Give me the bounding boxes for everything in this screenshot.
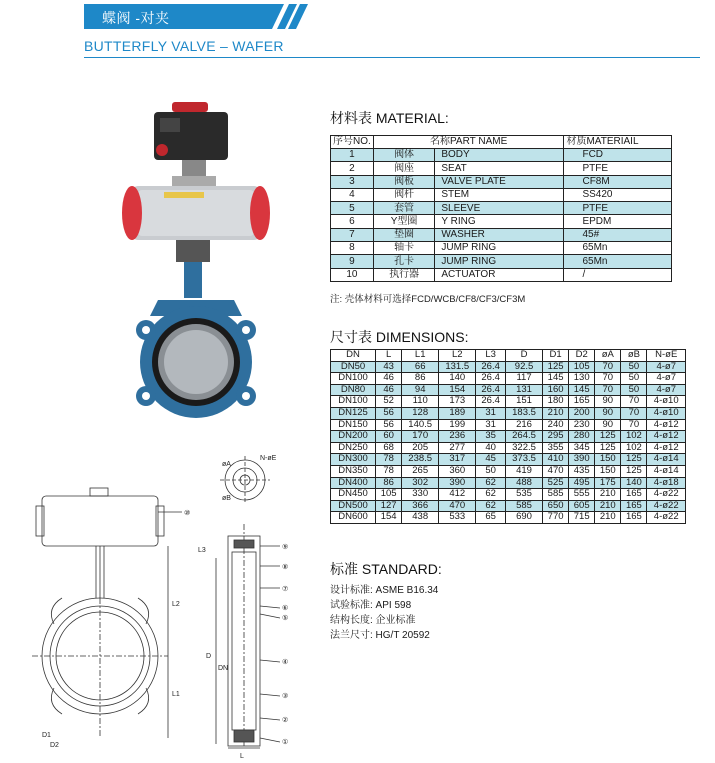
table-cell: 4-ø18 xyxy=(647,477,686,489)
table-cell: Y型圈 xyxy=(373,215,435,228)
table-cell: 9 xyxy=(331,255,374,268)
table-cell: 355 xyxy=(543,442,569,454)
table-cell: VALVE PLATE xyxy=(435,175,564,188)
header-cell: L2 xyxy=(439,350,476,362)
table-cell: 阀杆 xyxy=(373,188,435,201)
table-cell: 70 xyxy=(595,373,621,385)
table-cell: DN100 xyxy=(331,373,376,385)
table-cell: 322.5 xyxy=(506,442,543,454)
table-cell: 50 xyxy=(621,384,647,396)
table-cell: 165 xyxy=(621,512,647,524)
table-cell: 70 xyxy=(595,361,621,373)
table-cell: 45 xyxy=(476,454,506,466)
table-cell: 78 xyxy=(376,465,402,477)
table-cell: 56 xyxy=(376,407,402,419)
table-cell: 50 xyxy=(621,373,647,385)
table-cell: 阀体 xyxy=(373,149,435,162)
table-cell: SLEEVE xyxy=(435,202,564,215)
table-cell: 62 xyxy=(476,477,506,489)
table-cell: 189 xyxy=(439,407,476,419)
table-row xyxy=(331,373,686,385)
table-cell: 165 xyxy=(621,500,647,512)
table-cell: 90 xyxy=(595,396,621,408)
table-cell: 151 xyxy=(506,396,543,408)
table-cell: 200 xyxy=(569,407,595,419)
callout-6: ⑥ xyxy=(282,605,289,612)
table-cell: CF8M xyxy=(564,175,672,188)
table-cell: 套管 xyxy=(373,202,435,215)
table-cell: 8 xyxy=(331,242,374,255)
table-cell: 419 xyxy=(506,465,543,477)
table-cell: 62 xyxy=(476,489,506,501)
table-cell: 555 xyxy=(569,489,595,501)
label-dn: DN xyxy=(218,665,229,672)
table-cell: SEAT xyxy=(435,162,564,175)
table-cell: 125 xyxy=(621,454,647,466)
table-cell: 390 xyxy=(569,454,595,466)
label-d2: D2 xyxy=(50,742,59,749)
table-cell: 70 xyxy=(621,419,647,431)
table-cell: 26.4 xyxy=(476,396,506,408)
table-row xyxy=(331,431,686,443)
table-cell: 5 xyxy=(331,202,374,215)
table-cell: 240 xyxy=(543,419,569,431)
table-cell: PTFE xyxy=(564,202,672,215)
table-cell: JUMP RING xyxy=(435,242,564,255)
callout-3: ③ xyxy=(282,693,289,700)
table-cell: 90 xyxy=(595,407,621,419)
table-cell: 130 xyxy=(569,373,595,385)
table-cell: DN150 xyxy=(331,419,376,431)
table-cell: 470 xyxy=(439,500,476,512)
table-cell: 170 xyxy=(402,431,439,443)
table-cell: 345 xyxy=(569,442,595,454)
table-cell: 165 xyxy=(621,489,647,501)
table-cell: 4-ø22 xyxy=(647,512,686,524)
table-cell: 6 xyxy=(331,215,374,228)
label-ob: øB xyxy=(222,495,231,502)
standard-title: 标准 STANDARD: xyxy=(330,561,442,577)
table-cell: 4-ø14 xyxy=(647,454,686,466)
table-cell: 265 xyxy=(402,465,439,477)
label-l: L xyxy=(240,753,244,760)
table-cell: DN350 xyxy=(331,465,376,477)
table-cell: 94 xyxy=(402,384,439,396)
table-cell: 317 xyxy=(439,454,476,466)
table-cell: JUMP RING xyxy=(435,255,564,268)
table-row xyxy=(331,242,672,255)
header-cell: D2 xyxy=(569,350,595,362)
table-cell: DN400 xyxy=(331,477,376,489)
table-cell: 715 xyxy=(569,512,595,524)
table-cell: 阀座 xyxy=(373,162,435,175)
table-cell: 26.4 xyxy=(476,361,506,373)
table-cell: 533 xyxy=(439,512,476,524)
table-cell: 183.5 xyxy=(506,407,543,419)
header-cell: 序号NO. xyxy=(331,136,374,149)
table-row xyxy=(331,162,672,175)
table-cell: 373.5 xyxy=(506,454,543,466)
dimensions-table xyxy=(330,349,686,524)
header-cell: 材质MATERIAIL xyxy=(564,136,672,149)
table-cell: 150 xyxy=(595,465,621,477)
table-cell: 4-ø10 xyxy=(647,396,686,408)
table-cell: 62 xyxy=(476,500,506,512)
table-row xyxy=(331,396,686,408)
label-d: D xyxy=(206,653,212,660)
header-divider xyxy=(84,57,700,58)
table-cell: 60 xyxy=(376,431,402,443)
table-cell: 435 xyxy=(569,465,595,477)
label-oa: øA xyxy=(222,461,231,468)
table-cell: DN250 xyxy=(331,442,376,454)
table-cell: 535 xyxy=(506,489,543,501)
table-cell: 165 xyxy=(569,396,595,408)
table-cell: 4-ø14 xyxy=(647,465,686,477)
standard-line: 试验标准: API 598 xyxy=(330,600,412,611)
material-title: 材料表 MATERIAL: xyxy=(330,110,449,126)
table-cell: 65Mn xyxy=(564,242,672,255)
header-cell: 名称PART NAME xyxy=(373,136,564,149)
table-cell: 236 xyxy=(439,431,476,443)
table-cell: 轴卡 xyxy=(373,242,435,255)
label-l1: L1 xyxy=(172,691,180,698)
table-cell: 173 xyxy=(439,396,476,408)
table-row xyxy=(331,188,672,201)
table-row xyxy=(331,268,672,281)
table-row xyxy=(331,454,686,466)
table-cell: 31 xyxy=(476,419,506,431)
technical-drawing xyxy=(32,448,308,760)
table-row xyxy=(331,228,672,241)
table-cell: 执行器 xyxy=(373,268,435,281)
table-cell: 66 xyxy=(402,361,439,373)
callout-9: ⑨ xyxy=(282,544,289,551)
table-cell: 131 xyxy=(506,384,543,396)
table-cell: 140.5 xyxy=(402,419,439,431)
title-en: BUTTERFLY VALVE – WAFER xyxy=(84,38,284,54)
label-d1: D1 xyxy=(42,732,51,739)
table-cell: 垫圈 xyxy=(373,228,435,241)
material-note: 注: 壳体材料可选择FCD/WCB/CF8/CF3/CF3M xyxy=(330,294,526,305)
table-cell: 117 xyxy=(506,373,543,385)
table-cell: 35 xyxy=(476,431,506,443)
table-cell: 128 xyxy=(402,407,439,419)
table-row xyxy=(331,442,686,454)
table-cell: 10 xyxy=(331,268,374,281)
header-cell: DN xyxy=(331,350,376,362)
table-row xyxy=(331,175,672,188)
table-cell: 495 xyxy=(569,477,595,489)
table-cell: 199 xyxy=(439,419,476,431)
table-cell: 110 xyxy=(402,396,439,408)
table-cell: STEM xyxy=(435,188,564,201)
table-cell: DN600 xyxy=(331,512,376,524)
table-cell: 86 xyxy=(402,373,439,385)
header-cell: øB xyxy=(621,350,647,362)
table-cell: DN300 xyxy=(331,454,376,466)
table-cell: 127 xyxy=(376,500,402,512)
table-cell: 78 xyxy=(376,454,402,466)
table-cell: DN125 xyxy=(331,407,376,419)
table-cell: 31 xyxy=(476,407,506,419)
table-cell: 68 xyxy=(376,442,402,454)
table-cell: 4-ø10 xyxy=(647,407,686,419)
table-cell: 140 xyxy=(439,373,476,385)
table-cell: 150 xyxy=(595,454,621,466)
table-cell: PTFE xyxy=(564,162,672,175)
table-header-row xyxy=(331,350,686,362)
callout-7: ⑦ xyxy=(282,586,289,593)
table-cell: 4 xyxy=(331,188,374,201)
table-cell: 366 xyxy=(402,500,439,512)
table-cell: 2 xyxy=(331,162,374,175)
header-cell: L3 xyxy=(476,350,506,362)
table-cell: 56 xyxy=(376,419,402,431)
valve-photo xyxy=(118,100,278,420)
table-cell: 105 xyxy=(569,361,595,373)
table-cell: 45# xyxy=(564,228,672,241)
table-cell: 26.4 xyxy=(476,373,506,385)
table-cell: 145 xyxy=(543,373,569,385)
table-cell: 50 xyxy=(621,361,647,373)
table-cell: 438 xyxy=(402,512,439,524)
table-cell: 125 xyxy=(621,465,647,477)
table-cell: DN500 xyxy=(331,500,376,512)
table-cell: 102 xyxy=(621,442,647,454)
table-cell: ACTUATOR xyxy=(435,268,564,281)
callout-8: ⑧ xyxy=(282,564,289,571)
table-cell: 86 xyxy=(376,477,402,489)
standard-line: 设计标准: ASME B16.34 xyxy=(330,585,439,596)
table-cell: 92.5 xyxy=(506,361,543,373)
header-cell: øA xyxy=(595,350,621,362)
standard-line: 法兰尺寸: HG/T 20592 xyxy=(330,630,430,641)
table-cell: 154 xyxy=(439,384,476,396)
header-banner xyxy=(84,4,308,29)
callout-10: ⑩ xyxy=(184,510,191,517)
table-row xyxy=(331,512,686,524)
table-cell: 585 xyxy=(543,489,569,501)
table-cell: 1 xyxy=(331,149,374,162)
table-cell: 70 xyxy=(621,407,647,419)
table-cell: 46 xyxy=(376,373,402,385)
header-cell: D xyxy=(506,350,543,362)
table-cell: 205 xyxy=(402,442,439,454)
table-cell: 175 xyxy=(595,477,621,489)
table-row xyxy=(331,477,686,489)
table-cell: 125 xyxy=(595,431,621,443)
table-cell: 277 xyxy=(439,442,476,454)
table-cell: 410 xyxy=(543,454,569,466)
table-cell: SS420 xyxy=(564,188,672,201)
table-row xyxy=(331,384,686,396)
table-cell: 52 xyxy=(376,396,402,408)
table-cell: DN50 xyxy=(331,361,376,373)
header-cell: L1 xyxy=(402,350,439,362)
table-cell: 585 xyxy=(506,500,543,512)
table-cell: 3 xyxy=(331,175,374,188)
table-cell: 70 xyxy=(621,396,647,408)
table-cell: 90 xyxy=(595,419,621,431)
table-row xyxy=(331,149,672,162)
table-row xyxy=(331,500,686,512)
table-cell: 125 xyxy=(543,361,569,373)
material-table xyxy=(330,135,672,282)
table-cell: 770 xyxy=(543,512,569,524)
table-cell: 102 xyxy=(621,431,647,443)
table-cell: 295 xyxy=(543,431,569,443)
label-l2: L2 xyxy=(172,601,180,608)
table-row xyxy=(331,202,672,215)
table-cell: 4-ø7 xyxy=(647,384,686,396)
dimensions-title: 尺寸表 DIMENSIONS: xyxy=(330,329,469,345)
table-cell: 525 xyxy=(543,477,569,489)
table-cell: 210 xyxy=(595,489,621,501)
label-l3: L3 xyxy=(198,547,206,554)
callout-2: ② xyxy=(282,717,289,724)
table-cell: 4-ø22 xyxy=(647,489,686,501)
table-cell: 412 xyxy=(439,489,476,501)
table-cell: Y RING xyxy=(435,215,564,228)
table-cell: DN450 xyxy=(331,489,376,501)
table-cell: 7 xyxy=(331,228,374,241)
table-cell: 488 xyxy=(506,477,543,489)
table-cell: 4-ø12 xyxy=(647,419,686,431)
table-cell: DN100 xyxy=(331,396,376,408)
table-cell: 264.5 xyxy=(506,431,543,443)
table-cell: 70 xyxy=(595,384,621,396)
table-cell: 210 xyxy=(595,512,621,524)
table-cell: 180 xyxy=(543,396,569,408)
table-cell: 40 xyxy=(476,442,506,454)
table-cell: 4-ø12 xyxy=(647,431,686,443)
table-cell: DN200 xyxy=(331,431,376,443)
table-cell: BODY xyxy=(435,149,564,162)
header-cell: D1 xyxy=(543,350,569,362)
table-row xyxy=(331,489,686,501)
table-cell: 280 xyxy=(569,431,595,443)
table-cell: 131.5 xyxy=(439,361,476,373)
callout-5: ⑤ xyxy=(282,615,289,622)
table-cell: 330 xyxy=(402,489,439,501)
header-cell: L xyxy=(376,350,402,362)
table-cell: 302 xyxy=(402,477,439,489)
callout-1: ① xyxy=(282,739,289,746)
table-cell: 65 xyxy=(476,512,506,524)
table-row xyxy=(331,215,672,228)
table-row xyxy=(331,361,686,373)
table-cell: 140 xyxy=(621,477,647,489)
table-cell: 50 xyxy=(476,465,506,477)
table-cell: 360 xyxy=(439,465,476,477)
table-cell: 650 xyxy=(543,500,569,512)
table-cell: 4-ø22 xyxy=(647,500,686,512)
table-cell: 210 xyxy=(595,500,621,512)
table-cell: 105 xyxy=(376,489,402,501)
table-cell: 605 xyxy=(569,500,595,512)
table-cell: 4-ø7 xyxy=(647,361,686,373)
table-cell: 阀板 xyxy=(373,175,435,188)
table-row xyxy=(331,465,686,477)
table-cell: 125 xyxy=(595,442,621,454)
table-cell: 4-ø7 xyxy=(647,373,686,385)
table-cell: 43 xyxy=(376,361,402,373)
table-cell: DN80 xyxy=(331,384,376,396)
table-cell: 210 xyxy=(543,407,569,419)
table-cell: 46 xyxy=(376,384,402,396)
title-cn: 蝶阀 -对夹 xyxy=(102,10,170,26)
callout-4: ④ xyxy=(282,659,289,666)
table-cell: 65Mn xyxy=(564,255,672,268)
table-cell: 154 xyxy=(376,512,402,524)
standard-line: 结构长度: 企业标准 xyxy=(330,615,416,626)
table-cell: 238.5 xyxy=(402,454,439,466)
table-cell: 690 xyxy=(506,512,543,524)
table-cell: WASHER xyxy=(435,228,564,241)
table-row xyxy=(331,255,672,268)
table-cell: 4-ø12 xyxy=(647,442,686,454)
table-cell: EPDM xyxy=(564,215,672,228)
label-ne: N-øE xyxy=(260,455,277,462)
table-cell: 230 xyxy=(569,419,595,431)
table-cell: 390 xyxy=(439,477,476,489)
table-cell: 160 xyxy=(543,384,569,396)
table-row xyxy=(331,407,686,419)
table-cell: 470 xyxy=(543,465,569,477)
table-header-row xyxy=(331,136,672,149)
table-cell: 216 xyxy=(506,419,543,431)
table-cell: FCD xyxy=(564,149,672,162)
table-cell: 孔卡 xyxy=(373,255,435,268)
table-row xyxy=(331,419,686,431)
table-cell: / xyxy=(564,268,672,281)
table-cell: 145 xyxy=(569,384,595,396)
table-cell: 26.4 xyxy=(476,384,506,396)
header-cell: N-øE xyxy=(647,350,686,362)
